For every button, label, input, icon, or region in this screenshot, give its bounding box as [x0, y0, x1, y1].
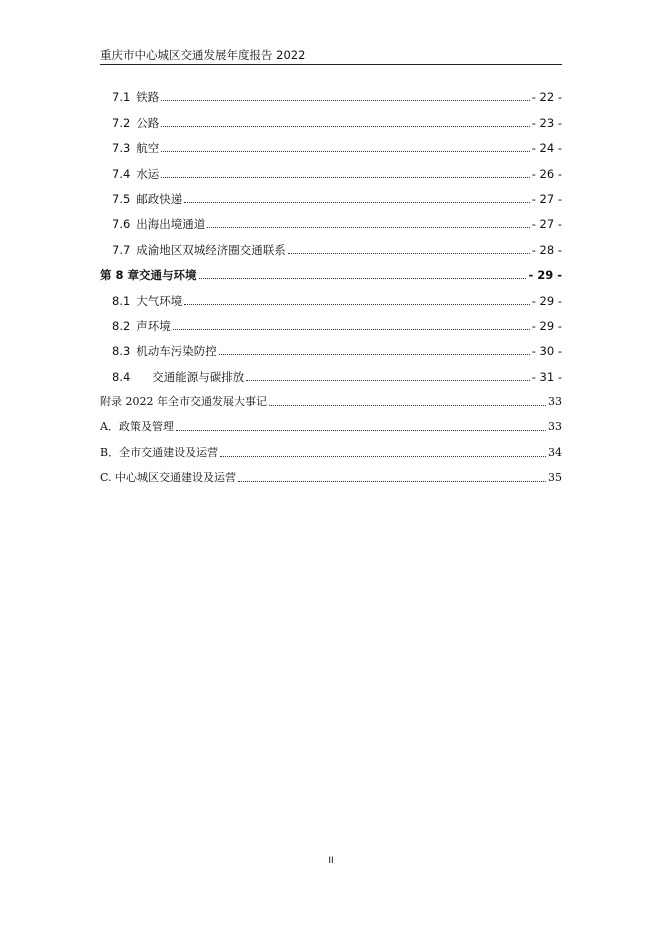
page-number: II [328, 856, 334, 866]
toc-entry[interactable] [100, 410, 562, 435]
toc-dot-leader [246, 379, 529, 381]
toc-dot-leader [219, 353, 530, 355]
toc-entry-page: - 29 - [528, 268, 562, 283]
toc-entry-number: 8.3 [112, 344, 131, 359]
toc-entry[interactable] [100, 461, 562, 486]
toc-entry[interactable] [100, 105, 562, 130]
toc-entry[interactable] [100, 283, 562, 308]
toc-entry[interactable] [100, 156, 562, 181]
toc-entry-number: 8.4 [112, 369, 131, 384]
toc-entry-page: - 30 - [531, 344, 562, 359]
toc-entry-page: - 26 - [531, 166, 562, 181]
toc-entry-title: B．全市交通建设及运营 [100, 445, 219, 459]
toc-entry-title: 附录 2022 年全市交通发展大事记 [100, 395, 267, 409]
toc-entry-page: - 23 - [531, 115, 562, 130]
toc-entry-page: - 31 - [531, 369, 562, 384]
toc-entry-number: 7.5 [112, 191, 131, 206]
toc-dot-leader [184, 201, 529, 203]
toc-entry[interactable] [100, 207, 562, 232]
toc-entry-page: 33 [548, 420, 562, 434]
toc-entry-page: - 22 - [531, 90, 562, 105]
toc-entry[interactable] [100, 131, 562, 156]
toc-entry-title: 航空 [136, 141, 160, 156]
toc-entry-title: C. 中心城区交通建设及运营 [100, 471, 237, 485]
toc-dot-leader [161, 150, 529, 152]
toc-entry-page: 33 [548, 395, 562, 409]
toc-entry-title: A．政策及管理 [100, 420, 174, 434]
toc-entry-number: 7.1 [112, 90, 131, 105]
toc-entry-title: 交通能源与碳排放 [152, 369, 245, 384]
toc-entry[interactable] [100, 182, 562, 207]
toc-entry-page: 35 [548, 471, 562, 485]
running-header [100, 46, 562, 65]
toc-dot-leader [238, 480, 546, 482]
toc-entry[interactable] [100, 309, 562, 334]
toc-dot-leader [184, 303, 529, 305]
toc-entry-number: 7.2 [112, 115, 131, 130]
toc-entry-page: - 29 - [531, 318, 562, 333]
toc-dot-leader [161, 176, 529, 178]
toc-entry-title: 公路 [136, 115, 160, 130]
toc-entry[interactable] [100, 334, 562, 359]
toc-entry-number: 7.3 [112, 141, 131, 156]
toc-entry-title: 邮政快递 [136, 191, 183, 206]
toc-entry[interactable] [100, 359, 562, 384]
toc-entry-page: - 24 - [531, 141, 562, 156]
header-title: 重庆市中心城区交通发展年度报告 2022 [100, 48, 306, 62]
table-of-contents [100, 80, 562, 486]
toc-entry[interactable] [100, 385, 562, 410]
toc-dot-leader [288, 252, 530, 254]
toc-entry-title: 水运 [136, 166, 160, 181]
toc-entry[interactable] [100, 258, 562, 283]
toc-entry[interactable] [100, 232, 562, 257]
toc-entry-page: - 27 - [531, 191, 562, 206]
toc-entry[interactable] [100, 80, 562, 105]
toc-dot-leader [220, 455, 546, 457]
toc-dot-leader [269, 404, 546, 406]
toc-entry[interactable] [100, 435, 562, 460]
toc-entry-title: 声环境 [136, 318, 171, 333]
toc-entry-title: 机动车污染防控 [136, 344, 217, 359]
toc-entry-title: 第 8 章交通与环境 [100, 268, 197, 283]
toc-dot-leader [173, 328, 530, 330]
toc-entry-number: 7.4 [112, 166, 131, 181]
toc-entry-number: 7.6 [112, 217, 131, 232]
toc-entry-number: 8.2 [112, 318, 131, 333]
toc-entry-page: - 29 - [531, 293, 562, 308]
page-footer [0, 856, 662, 866]
toc-entry-title: 大气环境 [136, 293, 183, 308]
toc-dot-leader [161, 125, 529, 127]
toc-entry-page: - 27 - [531, 217, 562, 232]
toc-entry-number: 8.1 [112, 293, 131, 308]
toc-entry-title: 出海出境通道 [136, 217, 206, 232]
toc-entry-page: - 28 - [531, 242, 562, 257]
toc-dot-leader [176, 429, 546, 431]
toc-dot-leader [199, 277, 527, 279]
toc-entry-title: 成渝地区双城经济圈交通联系 [136, 242, 286, 257]
toc-dot-leader [161, 99, 529, 101]
toc-dot-leader [207, 226, 529, 228]
toc-entry-number: 7.7 [112, 242, 131, 257]
toc-entry-page: 34 [548, 445, 562, 459]
toc-entry-title: 铁路 [136, 90, 160, 105]
